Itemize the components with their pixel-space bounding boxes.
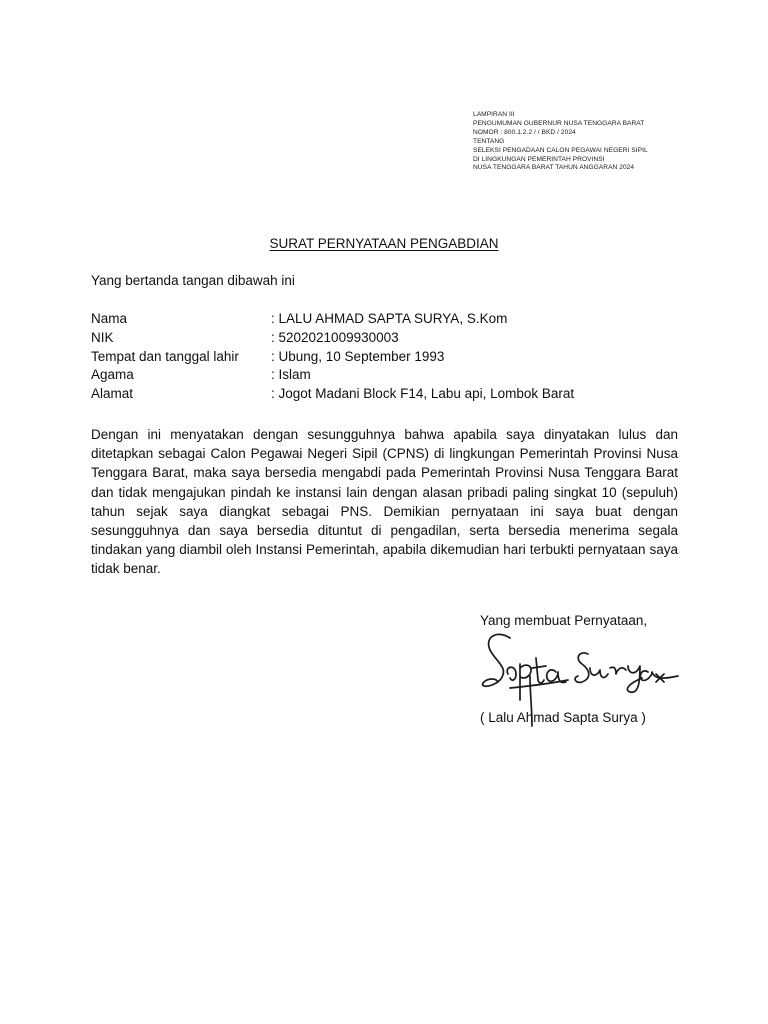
document-title: SURAT PERNYATAAN PENGABDIAN	[269, 236, 499, 251]
closing-text: Yang membuat Pernyataan,	[480, 613, 648, 628]
header-line: PENGUMUMAN GUBERNUR NUSA TENGGARA BARAT	[473, 119, 645, 127]
identity-value: : 5202021009930003	[271, 329, 399, 345]
identity-value: : Ubung, 10 September 1993	[271, 348, 445, 364]
header-line: DI LINGKUNGAN PEMERINTAH PROVINSI	[473, 155, 605, 163]
identity-value: : Islam	[271, 367, 311, 383]
identity-value: : Jogot Madani Block F14, Labu api, Lombok Barat	[271, 386, 575, 402]
identity-label: Tempat dan tanggal lahir	[91, 348, 239, 364]
header-line: TENTANG	[473, 137, 505, 145]
intro-text: Yang bertanda tangan dibawah ini	[91, 273, 295, 288]
signer-name: ( Lalu Ahmad Sapta Surya )	[480, 710, 646, 725]
header-line: LAMPIRAN III	[473, 111, 515, 118]
identity-value: : LALU AHMAD SAPTA SURYA, S.Kom	[271, 311, 508, 326]
statement-paragraph: Dengan ini menyatakan dengan sesungguhnya bahwa apabila saya dinyatakan lulus dan ditetapkan sebagai Calon Pegawai Negeri Sipil (CPNS) di lingkungan Pemerintah Provinsi Nusa Tenggara Barat, maka saya bersedia mengabdi pada Pemerintah Provinsi Nusa Tenggara Barat dan tidak mengajukan pindah ke instansi lain dengan alasan pribadi paling singkat 10 (sepuluh) tahun sejak saya diangkat sebagai PNS. Demikian pernyataan ini saya buat dengan sesungguhnya dan saya bersedia dituntut di pengadilan, serta bersedia menerima segala tindakan yang diambil oleh Instansi Pemerintah, apabila dikemudian hari terbukti pernyataan saya tidak benar.	[91, 427, 678, 577]
lampiran-header	[473, 111, 648, 173]
identity-label: Alamat	[91, 386, 134, 402]
identity-label: Nama	[91, 311, 128, 326]
identity-label: Agama	[91, 367, 134, 383]
identity-label: NIK	[91, 329, 114, 345]
header-line: NUSA TENGGARA BARAT TAHUN ANGGARAN 2024	[473, 164, 635, 172]
header-line: SELEKSI PENGADAAN CALON PEGAWAI NEGERI SIPIL	[473, 146, 648, 154]
header-line: NOMOR : 800.1.2.2 / / BKD / 2024	[473, 128, 576, 136]
